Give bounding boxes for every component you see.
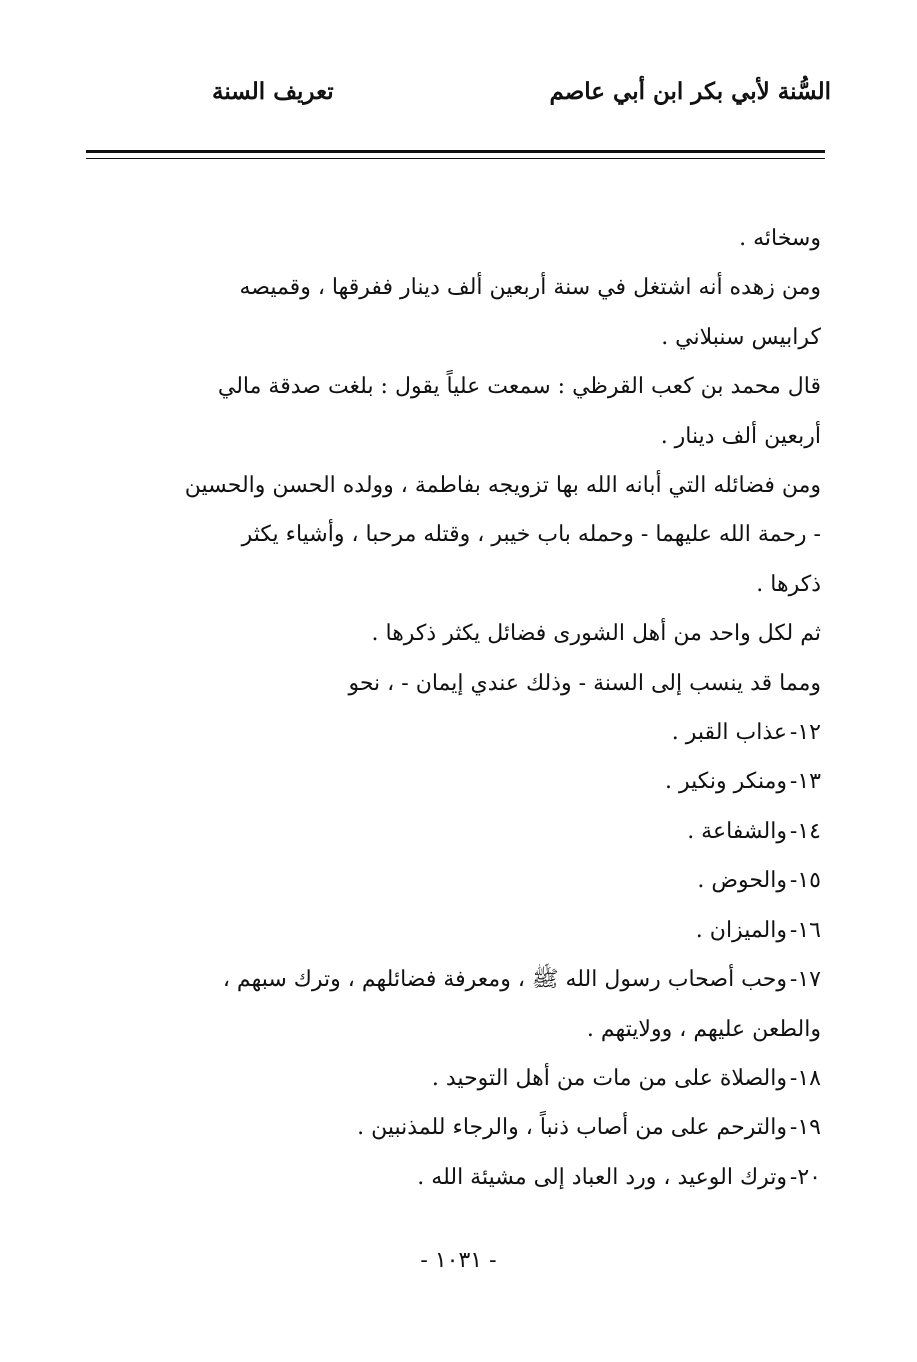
item-number: ١٩-: [789, 1115, 821, 1141]
item-number: ١٤-: [789, 818, 821, 844]
item-text: ومنكر ونكير .: [665, 769, 787, 795]
list-item: [86, 1054, 821, 1103]
text-line: قال محمد بن كعب القرظي : سمعت علياً يقول : بلغت صدقة مالي: [217, 374, 821, 400]
item-text: وحب أصحاب رسول الله ﷺ ، ومعرفة فضائلهم ، وترك سبهم ،: [222, 967, 787, 993]
section-title: تعريف السنة: [212, 78, 334, 105]
list-item: [86, 856, 821, 905]
list-item: [86, 807, 821, 856]
text-line: ومما قد ينسب إلى السنة - وذلك عندي إيمان - ، نحو: [348, 670, 821, 696]
item-number: ١٢-: [789, 720, 821, 746]
text-line: وسخائه .: [739, 226, 821, 251]
item-continuation: والطعن عليهم ، وولايتهم .: [586, 1016, 821, 1042]
text-line: ومن فضائله التي أبانه الله بها تزويجه بفاطمة ، وولده الحسن والحسين: [184, 473, 821, 499]
item-number: ١٥-: [789, 868, 821, 894]
item-number: ٢٠-: [789, 1164, 821, 1190]
text-line: ذكرها .: [756, 571, 821, 597]
item-number: ١٦-: [789, 917, 821, 943]
list-item: [86, 1103, 821, 1152]
item-text: عذاب القبر .: [671, 720, 787, 746]
list-item: [86, 757, 821, 806]
text-line: كرابيس سنبلاني .: [661, 324, 821, 350]
item-text: والصلاة على من مات من أهل التوحيد .: [431, 1065, 787, 1091]
item-text: والشفاعة .: [687, 818, 787, 844]
list-item: [86, 1153, 821, 1202]
list-item: [86, 906, 821, 955]
list-item: [86, 955, 821, 1004]
header-rule-thin: [86, 158, 825, 159]
item-text: وترك الوعيد ، ورد العباد إلى مشيئة الله .: [417, 1164, 787, 1190]
item-text: والميزان .: [695, 917, 787, 943]
item-text: والحوض .: [697, 868, 787, 894]
item-text: والترحم على من أصاب ذنباً ، والرجاء للمذنبين .: [357, 1115, 787, 1141]
item-number: ١٧-: [789, 967, 821, 993]
text-line: ومن زهده أنه اشتغل في سنة أربعين ألف دينار ففرقها ، وقميصه: [239, 275, 821, 301]
item-number: ١٨-: [789, 1065, 821, 1091]
book-title: السُّنة لأبي بكر ابن أبي عاصم: [549, 78, 831, 105]
header-rule-thick: [86, 150, 825, 153]
item-number: ١٣-: [789, 769, 821, 795]
page-header: [86, 78, 831, 118]
page-body: [86, 214, 821, 1202]
text-line: ثم لكل واحد من أهل الشورى فضائل يكثر ذكرها .: [371, 621, 821, 647]
text-line: أربعين ألف دينار .: [660, 423, 821, 449]
text-line: - رحمة الله عليهما - وحمله باب خيبر ، وقتله مرحبا ، وأشياء يكثر: [241, 522, 821, 548]
page-number: - ١٠٣١ -: [420, 1248, 497, 1273]
list-item: [86, 708, 821, 757]
